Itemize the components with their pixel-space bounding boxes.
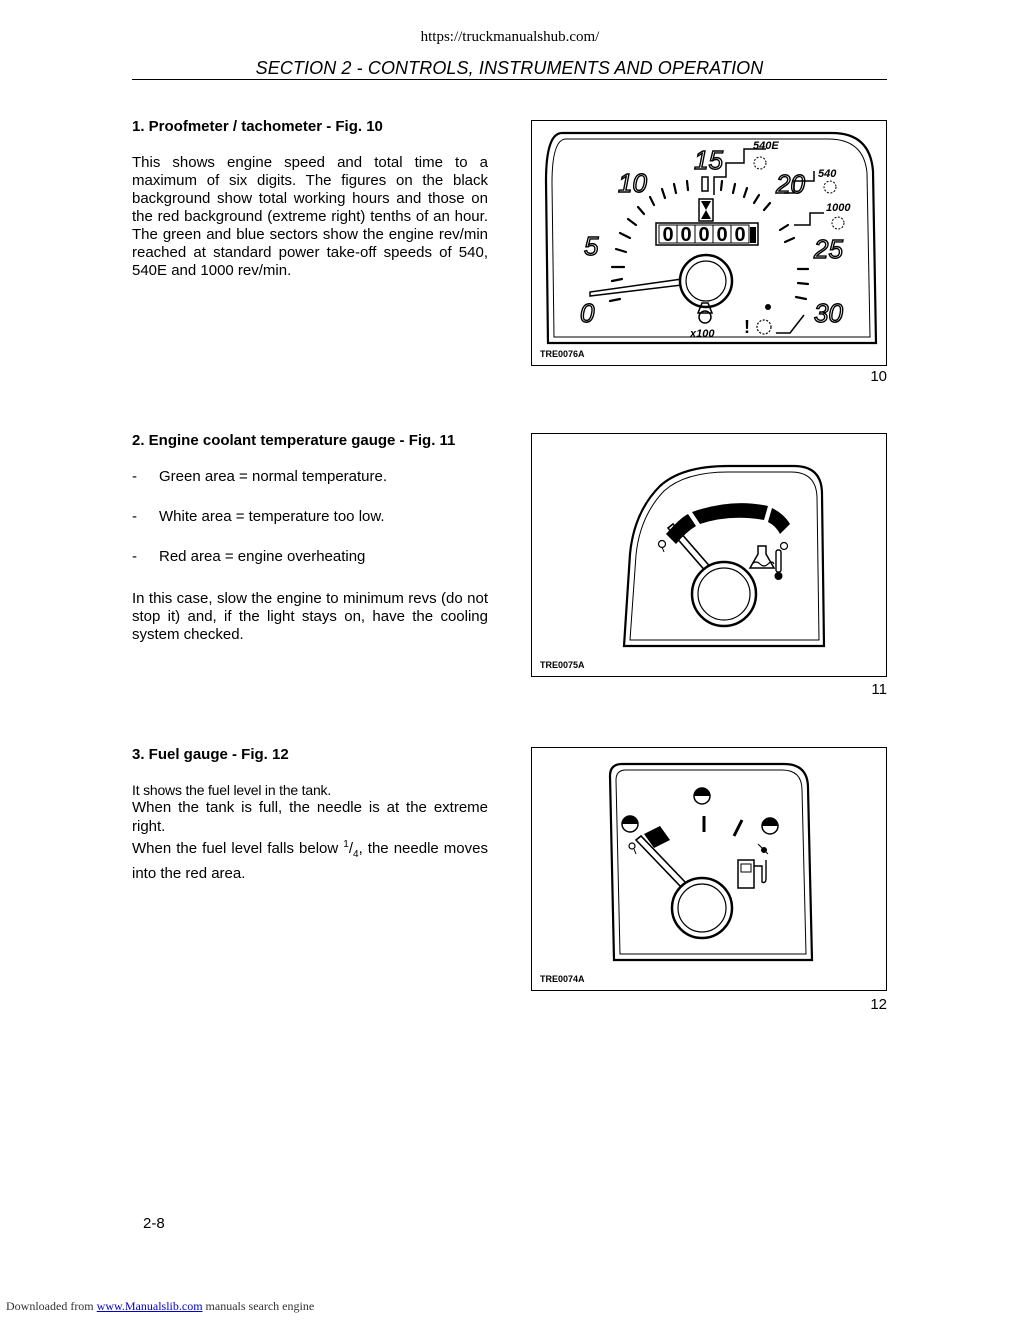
- pto-label-540: 540: [818, 168, 837, 180]
- needle-hub: [692, 562, 756, 626]
- heading-tachometer: 1. Proofmeter / tachometer - Fig. 10: [132, 118, 383, 135]
- coolant-gauge-illustration: [532, 434, 886, 676]
- paragraph-tachometer: This shows engine speed and total time to a maximum of six digits. The figures on the black background show total working hours and those on the red background (extreme right) tenths of an hour. The green and blue sectors show the engine rev/min reached at standard power take-off speeds of 540, 540E and 1000 rev/min.: [132, 154, 488, 279]
- bullet-green-area: - Green area = normal temperature.: [132, 468, 388, 485]
- reserve-sector: [644, 826, 670, 848]
- paragraph-coolant: In this case, slow the engine to minimum revs (do not stop it) and, if the light stays on, have the cooling system checked.: [132, 590, 488, 643]
- pto-warning-icon: [757, 320, 771, 334]
- download-footer: Downloaded from www.Manualslib.com manuals search engine: [6, 1299, 315, 1313]
- figure-10-tachometer: [531, 120, 887, 366]
- hot-sector: [768, 508, 790, 534]
- hourglass-sand: [701, 201, 711, 219]
- fuel-gauge-illustration: [532, 748, 886, 990]
- source-url: https://truckmanualshub.com/: [420, 29, 600, 45]
- pto-label-1000: 1000: [826, 202, 851, 214]
- pto-label-540e: 540E: [753, 140, 779, 152]
- center-tick: [702, 177, 708, 191]
- figure-tag-11: TRE0075A: [540, 660, 585, 670]
- pto-icon-1000: [832, 217, 844, 229]
- counter-digit-4: 0: [716, 224, 728, 246]
- coolant-flask-icon: [750, 546, 774, 568]
- counter-tenths: [750, 227, 756, 243]
- fuel-paragraph-quarter: When the fuel level falls below $^1/_4$, the needle moves into the red area.: [132, 839, 488, 882]
- counter-digit-2: 0: [680, 224, 692, 246]
- section-rule: [132, 79, 887, 80]
- cold-sector: [666, 514, 696, 544]
- pto-icon-540e: [754, 157, 766, 169]
- figure-12-fuel-gauge: [531, 747, 887, 991]
- tachometer-illustration: [532, 121, 886, 365]
- scale-label-30: 30: [814, 298, 843, 328]
- page-number: 2-8: [143, 1215, 165, 1232]
- counter-digit-3: 0: [698, 224, 710, 246]
- scale-label-20: 20: [776, 169, 805, 199]
- figure-number-10: 10: [870, 368, 887, 385]
- normal-sector: [692, 503, 768, 524]
- pto-icon-540: [824, 181, 836, 193]
- scale-label-5: 5: [584, 231, 599, 261]
- needle-hub: [672, 878, 732, 938]
- scale-label-0: 0: [580, 298, 595, 328]
- counter-digit-5: 0: [734, 224, 746, 246]
- scale-label-15: 15: [694, 145, 723, 175]
- bullet-white-area: - White area = temperature too low.: [132, 508, 385, 525]
- figure-number-11: 11: [871, 681, 887, 698]
- unit-label: x100: [690, 328, 715, 340]
- figure-11-coolant-gauge: [531, 433, 887, 677]
- fuel-line1: It shows the fuel level in the tank.: [132, 782, 332, 798]
- pto-step-1000: [794, 213, 824, 225]
- figure-number-12: 12: [870, 996, 887, 1013]
- section-title: SECTION 2 - CONTROLS, INSTRUMENTS AND OPERATION: [255, 58, 764, 78]
- heading-fuel: 3. Fuel gauge - Fig. 12: [132, 746, 289, 763]
- warning-dot: [765, 304, 771, 310]
- three-quarter-tick: [734, 820, 742, 836]
- needle-hub: [680, 255, 732, 307]
- thermometer-icon: [776, 550, 781, 572]
- tacho-needle: [590, 279, 682, 296]
- figure-tag-12: TRE0074A: [540, 974, 585, 984]
- warning-symbol: !: [744, 317, 750, 337]
- fuel-paragraph-main: When the tank is full, the needle is at the extreme right.: [132, 799, 488, 835]
- counter-digit-1: 0: [662, 224, 674, 246]
- scale-label-10: 10: [618, 168, 647, 198]
- figure-tag-10: TRE0076A: [540, 349, 585, 359]
- heading-coolant: 2. Engine coolant temperature gauge - Fig. 11: [132, 432, 456, 449]
- bullet-red-area: - Red area = engine overheating: [132, 548, 366, 565]
- manualslib-link[interactable]: www.Manualslib.com: [96, 1299, 203, 1313]
- scale-label-25: 25: [814, 234, 843, 264]
